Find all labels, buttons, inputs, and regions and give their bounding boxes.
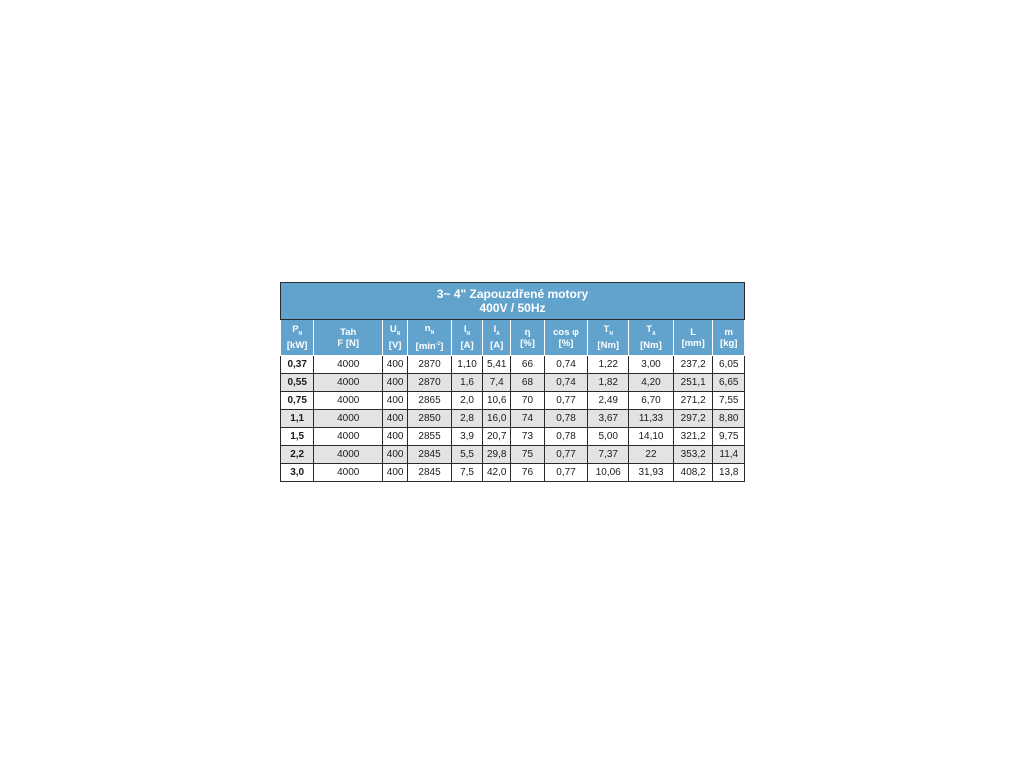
column-header-unit [408,339,451,352]
table-row [281,446,745,464]
column-header-unit-end: ] [440,341,444,353]
power-cell: 3,0 [281,464,314,482]
table-cell: 0,77 [544,392,588,410]
table-cell: 2850 [408,410,452,428]
column-header-symbol [674,327,713,338]
table-cell: 5,00 [588,428,629,446]
column-header-main: m [724,326,733,338]
table-cell: 42,0 [483,464,511,482]
column-header-symbol [483,324,510,340]
table-cell: 7,5 [451,464,482,482]
column-header-main: Tah [340,326,357,338]
table-cell: 2845 [408,446,452,464]
column-header-main: I [463,324,467,336]
column-header [383,320,408,356]
table-row [281,464,745,482]
column-header-unit-text: F [N] [337,337,360,349]
column-header-unit [281,340,313,351]
table-cell: 400 [383,356,408,374]
table-cell: 4000 [314,392,383,410]
table-cell: 14,10 [629,428,674,446]
table-cell: 74 [511,410,544,428]
table-title [281,283,745,320]
column-header [314,320,383,356]
title-row [281,283,745,320]
table-cell: 400 [383,374,408,392]
column-header [588,320,629,356]
table-body [281,356,745,482]
column-header-unit-text: [A] [460,339,474,351]
column-header-symbol [314,327,382,338]
column-header-main: U [389,324,397,336]
table-cell: 0,78 [544,410,588,428]
column-header-unit-text: [kg] [720,337,738,349]
power-cell: 2,2 [281,446,314,464]
table-cell: 2855 [408,428,452,446]
column-header-unit-text: [kW] [286,339,308,351]
column-header-subscript: N [609,330,613,337]
table-row [281,392,745,410]
column-header-unit-text: [A] [490,339,504,351]
table-cell: 2870 [408,374,452,392]
column-header-unit-text: [Nm] [597,339,620,351]
column-header-unit [545,338,588,349]
column-header-main: cos φ [553,326,579,338]
column-header [511,320,544,356]
table-cell: 400 [383,428,408,446]
column-header-unit [511,338,543,349]
table-cell: 408,2 [673,464,713,482]
column-header-subscript: A [652,330,656,337]
table-cell: 1,22 [588,356,629,374]
table-cell: 321,2 [673,428,713,446]
table-cell: 22 [629,446,674,464]
table-cell: 4000 [314,428,383,446]
power-cell: 0,75 [281,392,314,410]
column-header-main: I [493,324,497,336]
table-cell: 7,4 [483,374,511,392]
table-cell: 4,20 [629,374,674,392]
column-header-unit [452,340,482,351]
column-header-unit [588,340,628,351]
table-cell: 400 [383,446,408,464]
column-header-unit [629,340,673,351]
column-header-symbol [545,327,588,338]
column-header-row [281,320,745,356]
column-header-symbol [511,327,543,338]
column-header-subscript: N [396,330,401,337]
table-cell: 0,74 [544,356,588,374]
table-cell: 11,4 [713,446,745,464]
table-row [281,410,745,428]
table-cell: 400 [383,464,408,482]
table-cell: 2865 [408,392,452,410]
table-cell: 400 [383,410,408,428]
table-subtitle-text: 400V / 50Hz [479,301,546,315]
table-title-text: 3~ 4" Zapouzdřené motory [436,287,589,301]
table-cell: 29,8 [483,446,511,464]
table-cell: 3,00 [629,356,674,374]
column-header-symbol [383,324,407,340]
table-cell: 8,80 [713,410,745,428]
power-cell: 1,5 [281,428,314,446]
table-cell: 4000 [314,356,383,374]
table-cell: 10,6 [483,392,511,410]
table-cell: 0,77 [544,464,588,482]
column-header-main: T [646,324,653,336]
column-header-main: L [690,326,697,338]
column-header-subscript: N [298,330,303,337]
power-cell: 0,55 [281,374,314,392]
table-row [281,356,745,374]
column-header-unit [383,340,407,351]
table-cell: 297,2 [673,410,713,428]
table-cell: 353,2 [673,446,713,464]
table-cell: 10,06 [588,464,629,482]
table-cell: 11,33 [629,410,674,428]
table-row [281,428,745,446]
column-header-unit-text: [%] [558,337,574,349]
column-header-symbol [629,324,673,340]
column-header-symbol [588,324,628,340]
table-cell: 66 [511,356,544,374]
table-cell: 68 [511,374,544,392]
column-header [629,320,674,356]
table-cell: 3,9 [451,428,482,446]
column-header-unit-text: [mm] [681,337,705,349]
table-cell: 13,8 [713,464,745,482]
column-header-symbol [452,324,482,340]
table-cell: 3,67 [588,410,629,428]
column-header [673,320,713,356]
motor-specs-table [280,282,745,482]
table-cell: 31,93 [629,464,674,482]
table-cell: 2,49 [588,392,629,410]
table-cell: 7,55 [713,392,745,410]
column-header-main: η [524,326,531,338]
column-header-subscript: N [430,329,435,336]
column-header-subscript: A [496,330,500,337]
column-header-unit-text: [min [415,341,436,353]
table-cell: 251,1 [673,374,713,392]
table-cell: 73 [511,428,544,446]
column-header [483,320,511,356]
table-cell: 75 [511,446,544,464]
column-header [713,320,745,356]
table-row [281,374,745,392]
table-cell: 5,41 [483,356,511,374]
table-cell: 70 [511,392,544,410]
column-header-main: T [603,324,610,336]
column-header-subscript: N [466,330,471,337]
column-header-unit-superscript: -1 [435,340,441,347]
table-cell: 1,82 [588,374,629,392]
table-cell: 16,0 [483,410,511,428]
table-cell: 0,74 [544,374,588,392]
table-cell: 0,78 [544,428,588,446]
table-cell: 4000 [314,446,383,464]
table-cell: 6,05 [713,356,745,374]
table-cell: 2870 [408,356,452,374]
column-header-symbol [713,327,744,338]
table-cell: 4000 [314,410,383,428]
table-cell: 2,0 [451,392,482,410]
column-header-symbol [408,323,451,339]
column-header-main: P [292,324,299,336]
table-cell: 400 [383,392,408,410]
column-header [451,320,482,356]
column-header-unit-text: [Nm] [640,339,662,351]
table-cell: 7,37 [588,446,629,464]
table-cell: 237,2 [673,356,713,374]
column-header-unit [713,338,744,349]
column-header [281,320,314,356]
table-cell: 4000 [314,464,383,482]
column-header-unit [314,338,382,349]
table-cell: 1,6 [451,374,482,392]
column-header [544,320,588,356]
table-cell: 9,75 [713,428,745,446]
column-header-symbol [281,324,313,340]
power-cell: 0,37 [281,356,314,374]
column-header [408,320,452,356]
power-cell: 1,1 [281,410,314,428]
table-cell: 2,8 [451,410,482,428]
table-cell: 2845 [408,464,452,482]
column-header-unit-text: [%] [520,337,535,349]
table-cell: 20,7 [483,428,511,446]
column-header-unit [674,338,713,349]
table-cell: 1,10 [451,356,482,374]
table-cell: 6,70 [629,392,674,410]
table-cell: 0,77 [544,446,588,464]
column-header-unit [483,340,510,351]
table-cell: 4000 [314,374,383,392]
table-cell: 76 [511,464,544,482]
table-cell: 271,2 [673,392,713,410]
column-header-main: n [424,322,431,334]
table-cell: 5,5 [451,446,482,464]
column-header-unit-text: [V] [388,339,402,351]
table-cell: 6,65 [713,374,745,392]
